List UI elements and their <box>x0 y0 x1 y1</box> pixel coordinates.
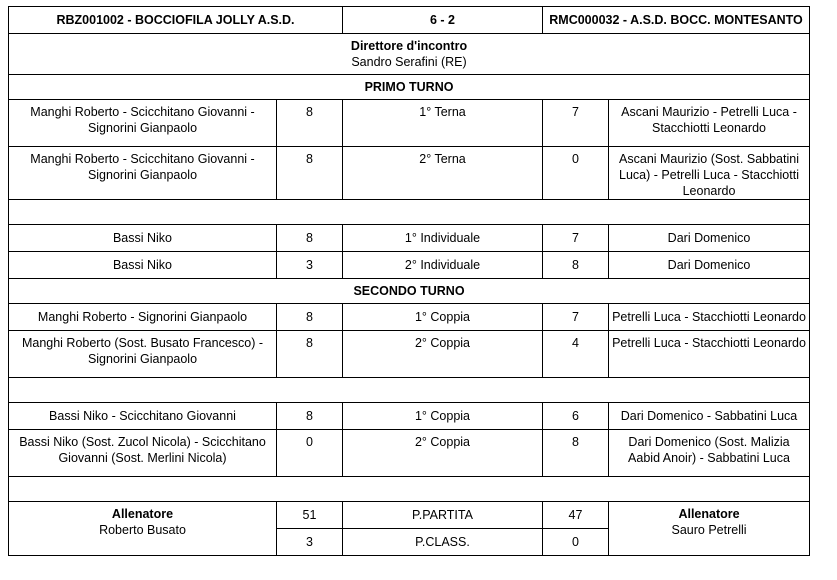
home-players: Manghi Roberto - Scicchitano Giovanni - Signorini Gianpaolo <box>9 100 277 147</box>
game-type: 2° Coppia <box>343 430 543 477</box>
away-score: 0 <box>543 147 609 200</box>
away-players: Dari Domenico <box>609 225 810 252</box>
spacer-row <box>9 477 810 502</box>
away-players: Dari Domenico (Sost. Malizia Aabid Anoir) - Sabbatini Luca <box>609 430 810 477</box>
home-score: 0 <box>277 430 343 477</box>
director-label: Direttore d'incontro <box>350 39 468 53</box>
home-players: Bassi Niko <box>9 225 277 252</box>
section-row <box>9 279 810 304</box>
match-row <box>9 304 810 331</box>
director-name: Sandro Serafini (RE) <box>351 55 467 69</box>
home-players: Manghi Roberto (Sost. Busato Francesco) - Signorini Gianpaolo <box>9 331 277 378</box>
footer-row-partita <box>9 502 810 529</box>
spacer-cell <box>9 378 810 403</box>
header-row <box>9 7 810 34</box>
away-score: 8 <box>543 430 609 477</box>
spacer-row <box>9 378 810 403</box>
away-score: 6 <box>543 403 609 430</box>
match-row <box>9 225 810 252</box>
away-players: Ascani Maurizio - Petrelli Luca - Stacchiotti Leonardo <box>609 100 810 147</box>
home-coach-cell <box>9 502 277 556</box>
game-type: 1° Terna <box>343 100 543 147</box>
away-players: Dari Domenico <box>609 252 810 279</box>
game-type: 1° Coppia <box>343 403 543 430</box>
home-players: Manghi Roberto - Signorini Gianpaolo <box>9 304 277 331</box>
spacer-row <box>9 200 810 225</box>
game-type: 2° Individuale <box>343 252 543 279</box>
match-score: 6 - 2 <box>343 7 543 34</box>
home-score: 8 <box>277 304 343 331</box>
away-team: RMC000032 - A.S.D. BOCC. MONTESANTO <box>543 7 810 34</box>
home-partita-points: 51 <box>277 502 343 529</box>
away-score: 7 <box>543 225 609 252</box>
away-players: Ascani Maurizio (Sost. Sabbatini Luca) - Petrelli Luca - Stacchiotti Leonardo <box>609 147 810 200</box>
home-score: 8 <box>277 403 343 430</box>
spacer-cell <box>9 200 810 225</box>
away-partita-points: 47 <box>543 502 609 529</box>
away-class-points: 0 <box>543 529 609 556</box>
home-players: Bassi Niko <box>9 252 277 279</box>
director-row <box>9 34 810 75</box>
away-coach-cell <box>609 502 810 556</box>
home-score: 8 <box>277 331 343 378</box>
home-players: Bassi Niko - Scicchitano Giovanni <box>9 403 277 430</box>
director-cell <box>9 34 810 75</box>
match-row <box>9 252 810 279</box>
away-score: 7 <box>543 100 609 147</box>
away-score: 4 <box>543 331 609 378</box>
game-type: 2° Coppia <box>343 331 543 378</box>
away-coach-name: Sauro Petrelli <box>671 523 747 537</box>
home-class-points: 3 <box>277 529 343 556</box>
section-row <box>9 75 810 100</box>
home-team: RBZ001002 - BOCCIOFILA JOLLY A.S.D. <box>9 7 343 34</box>
match-report-table <box>8 6 810 556</box>
home-score: 8 <box>277 225 343 252</box>
match-row <box>9 430 810 477</box>
away-score: 7 <box>543 304 609 331</box>
away-players: Petrelli Luca - Stacchiotti Leonardo <box>609 331 810 378</box>
partita-label: P.PARTITA <box>343 502 543 529</box>
home-score: 8 <box>277 100 343 147</box>
away-players: Petrelli Luca - Stacchiotti Leonardo <box>609 304 810 331</box>
home-players: Bassi Niko (Sost. Zucol Nicola) - Scicchitano Giovanni (Sost. Merlini Nicola) <box>9 430 277 477</box>
section-primo-turno: PRIMO TURNO <box>9 75 810 100</box>
class-label: P.CLASS. <box>343 529 543 556</box>
away-coach-label: Allenatore <box>678 507 740 521</box>
match-row <box>9 147 810 200</box>
home-coach-name: Roberto Busato <box>99 523 186 537</box>
home-coach-label: Allenatore <box>111 507 174 521</box>
spacer-cell <box>9 477 810 502</box>
game-type: 1° Individuale <box>343 225 543 252</box>
home-score: 3 <box>277 252 343 279</box>
match-row <box>9 100 810 147</box>
section-secondo-turno: SECONDO TURNO <box>9 279 810 304</box>
away-score: 8 <box>543 252 609 279</box>
match-row <box>9 403 810 430</box>
game-type: 1° Coppia <box>343 304 543 331</box>
game-type: 2° Terna <box>343 147 543 200</box>
home-players: Manghi Roberto - Scicchitano Giovanni - Signorini Gianpaolo <box>9 147 277 200</box>
match-report <box>8 6 809 556</box>
match-row <box>9 331 810 378</box>
home-score: 8 <box>277 147 343 200</box>
away-players: Dari Domenico - Sabbatini Luca <box>609 403 810 430</box>
